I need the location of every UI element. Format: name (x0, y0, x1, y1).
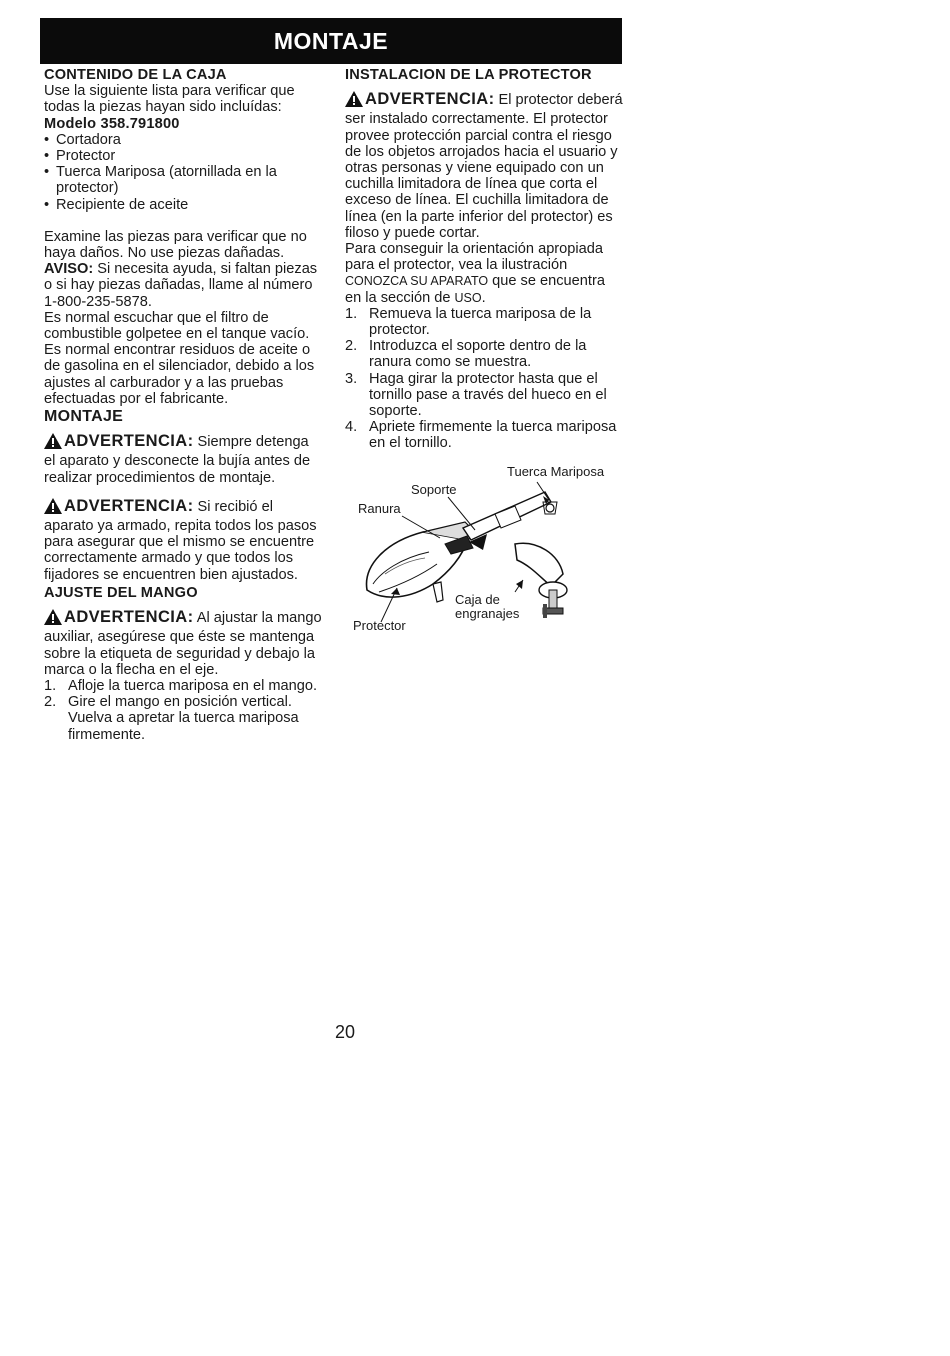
guard-label: Protector (353, 618, 406, 633)
aviso-text: Si necesita ayuda, si faltan piezas o si hay piezas dañadas, llame al número 1-800-235-5878. (44, 261, 318, 310)
right-column (345, 67, 623, 452)
model-number: Modelo 358.791800 (44, 115, 180, 132)
warning-text: Si recibió el aparato ya armado, repita todos los pasos para asegurar que el mismo se encuentre correctamente armado y que todos los fijadores se encuentren bien ajustados. (44, 498, 317, 583)
step-number: 4. (345, 419, 358, 436)
warning-text: El protector deberá ser instalado correctamente. El protector provee protección parcial contra el riesgo de los objetos arrojados hacia el usuario y otras personas y viene equipado con un cuchilla limitadora de línea que corta el exceso de línea. El cuchilla limitadora de línea (en la parte inferior del protector) es filoso y puede cortar. (345, 92, 623, 241)
warning-icon (345, 91, 363, 111)
step-text: Gire el mango en posición vertical. Vuelva a apretar la tuerca mariposa firmemente. (68, 694, 299, 743)
step-number: 1. (44, 677, 57, 694)
warning-text: Siempre detenga el aparato y desconecte la bujía antes de realizar procedimientos de montaje. (44, 434, 311, 486)
normal-note-2: Es normal encontrar residuos de aceite o de gasolina en el silenciador, debido a los ajustes al carburador y a las pruebas efectuadas por el fabricante. (44, 342, 315, 407)
section-banner: MONTAJE (40, 18, 622, 64)
warning-icon (44, 498, 62, 518)
list-item (44, 678, 322, 694)
warning-label: ADVERTENCIA: (64, 432, 194, 451)
page-number: 20 (334, 1022, 356, 1042)
guard-steps (345, 306, 623, 452)
step-text: Apriete firmemente la tuerca mariposa en el tornillo. (369, 419, 617, 452)
step-number: 2. (44, 694, 57, 711)
list-item: • Tuerca Mariposa (atornillada en la protector) (44, 164, 322, 196)
guard-install-heading: INSTALACION DE LA PROTECTOR (345, 67, 592, 83)
aviso-paragraph (44, 261, 322, 310)
ajuste-heading: AJUSTE DEL MANGO (44, 584, 198, 601)
warning-paragraph (345, 91, 623, 241)
list-item (345, 419, 623, 451)
list-item (345, 371, 623, 420)
orientation-post: . (481, 289, 486, 306)
list-item (44, 694, 322, 743)
step-number: 2. (345, 338, 358, 355)
left-column (44, 67, 322, 743)
list-item (345, 306, 623, 338)
warning-icon (44, 433, 62, 453)
warning-paragraph (44, 498, 322, 583)
orientation-text (345, 241, 623, 306)
gearbox-label-line2: engranajes (455, 606, 520, 621)
step-text: Afloje la tuerca mariposa en el mango. (68, 677, 318, 694)
warning-label: ADVERTENCIA: (64, 608, 194, 627)
normal-note-1: Es normal escuchar que el filtro de combustible golpetee en el tanque vacío. (44, 309, 310, 343)
list-item: • Protector (44, 148, 322, 164)
list-item: • Recipiente de aceite (44, 197, 322, 213)
warning-icon (44, 609, 62, 629)
list-item: • Cortadora (44, 132, 322, 148)
box-contents-heading: CONTENIDO DE LA CAJA (44, 67, 227, 83)
orientation-mid: que se encuentra en la sección de (345, 273, 605, 306)
orientation-pre: Para conseguir la orientación apropiada para el protector, vea la ilustración (345, 241, 603, 274)
support-label: Soporte (411, 482, 457, 497)
montaje-heading: MONTAJE (44, 408, 124, 426)
warning-paragraph (44, 609, 322, 678)
gearbox-label-line1: Caja de (455, 592, 500, 607)
warning-text: Al ajustar la mango auxiliar, asegúrese que éste se mantenga sobre la etiqueta de seguridad y debajo la marca o la flecha en el eje. (44, 610, 322, 678)
ajuste-steps (44, 678, 322, 743)
examine-text: Examine las piezas para verificar que no haya daños. No use piezas dañadas. (44, 228, 307, 262)
warning-label: ADVERTENCIA: (365, 90, 495, 109)
guard-installation-figure (345, 462, 625, 642)
box-items-list (44, 132, 322, 213)
orientation-ref: CONOZCA SU APARATO (345, 274, 489, 289)
wing-nut-label: Tuerca Mariposa (507, 464, 605, 479)
slot-label: Ranura (358, 501, 401, 516)
step-text: Haga girar la protector hasta que el tornillo pase a través del hueco en el soporte. (369, 370, 607, 420)
box-intro: Use la siguiente lista para verificar que todas la piezas hayan sido incluídas: (44, 83, 295, 116)
orientation-section: USO (454, 290, 482, 305)
step-number: 3. (345, 370, 358, 387)
warning-label: ADVERTENCIA: (64, 496, 194, 515)
step-text: Introduzca el soporte dentro de la ranura como se muestra. (369, 338, 587, 371)
list-item (345, 338, 623, 370)
step-number: 1. (345, 305, 358, 322)
warning-paragraph (44, 433, 322, 486)
aviso-label: AVISO: (44, 261, 94, 278)
step-text: Remueva la tuerca mariposa de la protector. (369, 305, 592, 339)
